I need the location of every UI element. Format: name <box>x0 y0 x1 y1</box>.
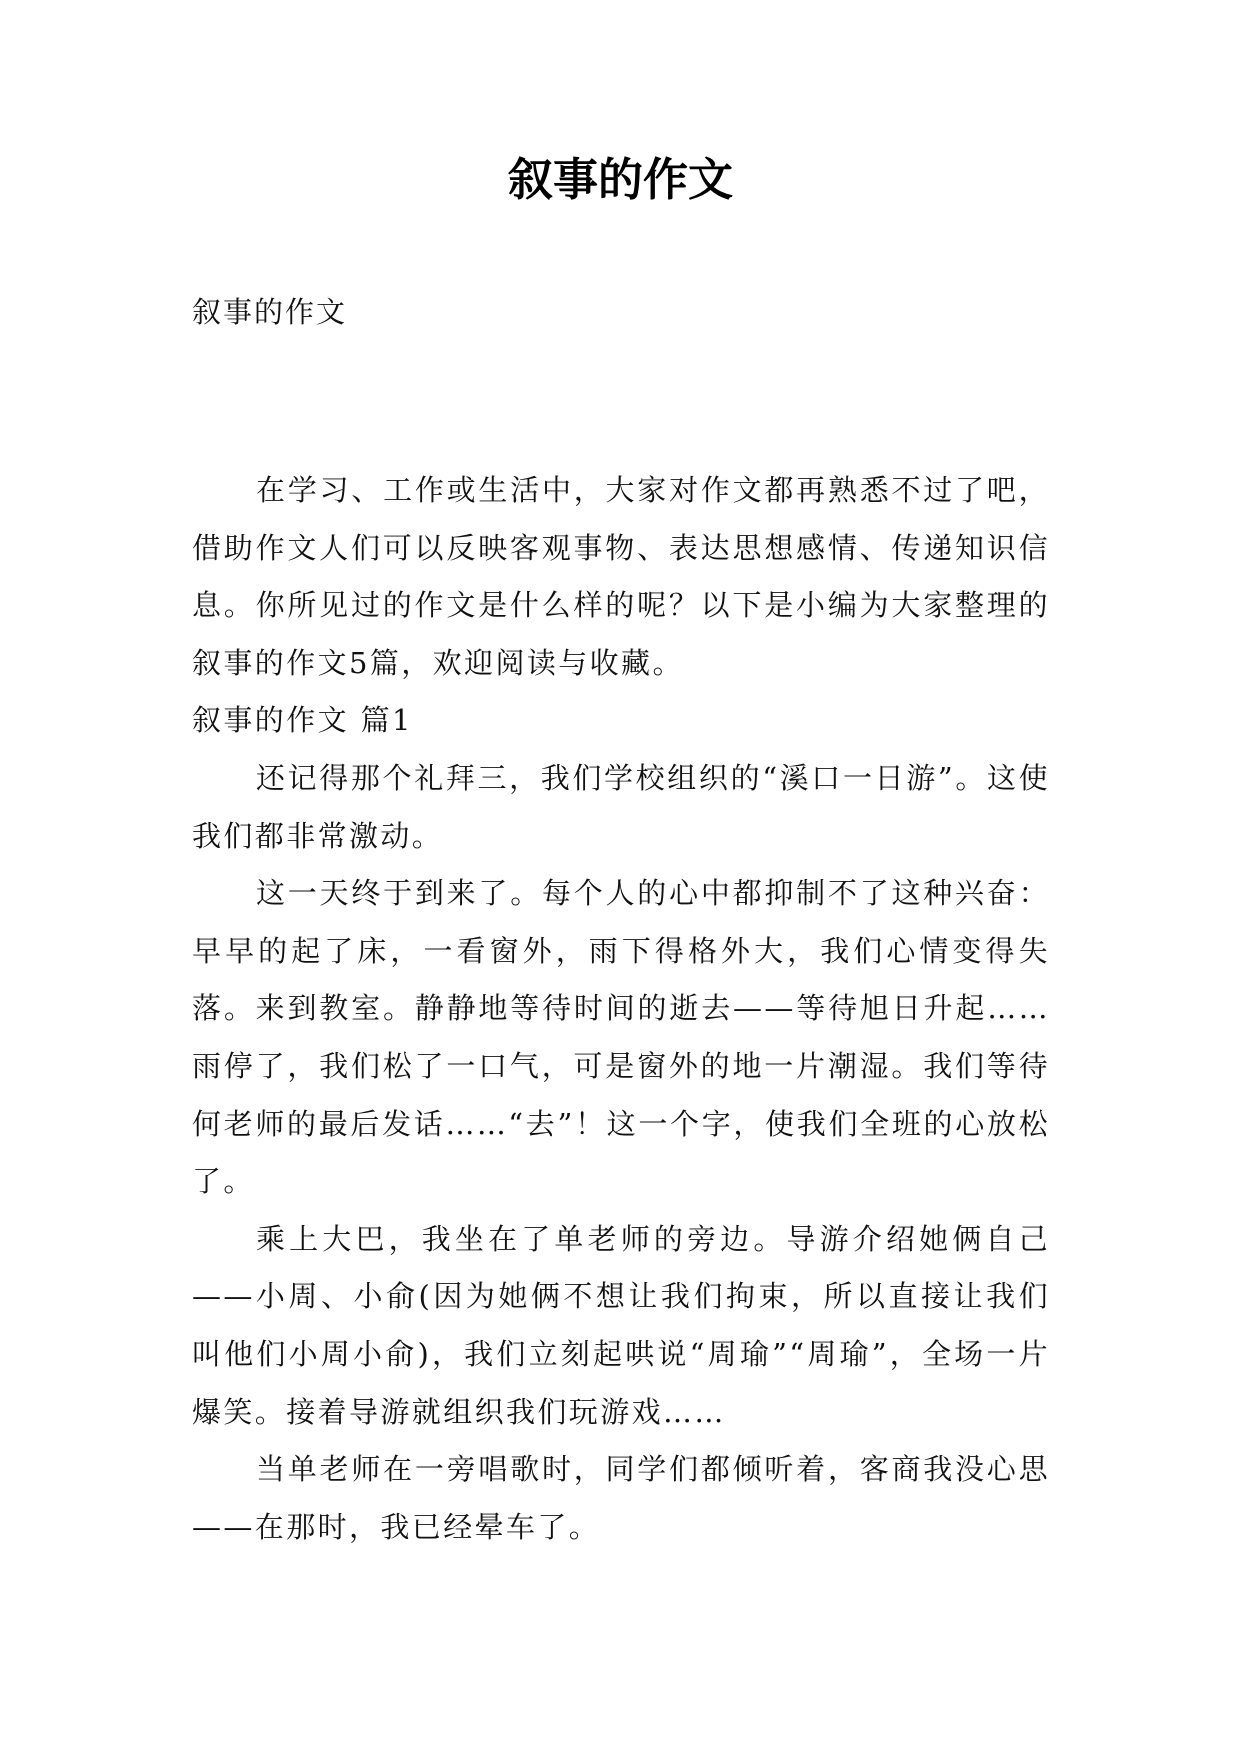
body-paragraph: 当单老师在一旁唱歌时，同学们都倾听着，客商我没心思——在那时，我已经晕车了。 <box>192 1452 1050 1544</box>
section-heading: 叙事的作文 篇1 <box>192 703 413 738</box>
intro-paragraph: 在学习、工作或生活中，大家对作文都再熟悉不过了吧，借助作文人们可以反映客观事物、表达思想感情、传递知识信息。你所见过的作文是什么样的呢？以下是小编为大家整理的叙事的作文5篇，欢迎阅读与收藏。 <box>192 473 1050 680</box>
document-body <box>192 462 1050 1556</box>
body-paragraph: 乘上大巴，我坐在了单老师的旁边。导游介绍她俩自己——小周、小俞(因为她俩不想让我们拘束，所以直接让我们叫他们小周小俞)，我们立刻起哄说“周瑜”“周瑜”，全场一片爆笑。接着导游就组织我们玩游戏…… <box>192 1221 1050 1429</box>
document-title: 叙事的作文 <box>507 153 733 206</box>
body-paragraph: 还记得那个礼拜三，我们学校组织的“溪口一日游”。这使我们都非常激动。 <box>192 760 1050 853</box>
document-subtitle: 叙事的作文 <box>192 295 348 329</box>
body-paragraph: 这一天终于到来了。每个人的心中都抑制不了这种兴奋：早早的起了床，一看窗外，雨下得格外大，我们心情变得失落。来到教室。静静地等待时间的逝去——等待旭日升起……雨停了，我们松了一口气，可是窗外的地一片潮湿。我们等待何老师的最后发话……“去”！这一个字，使我们全班的心放松了。 <box>192 876 1050 1199</box>
